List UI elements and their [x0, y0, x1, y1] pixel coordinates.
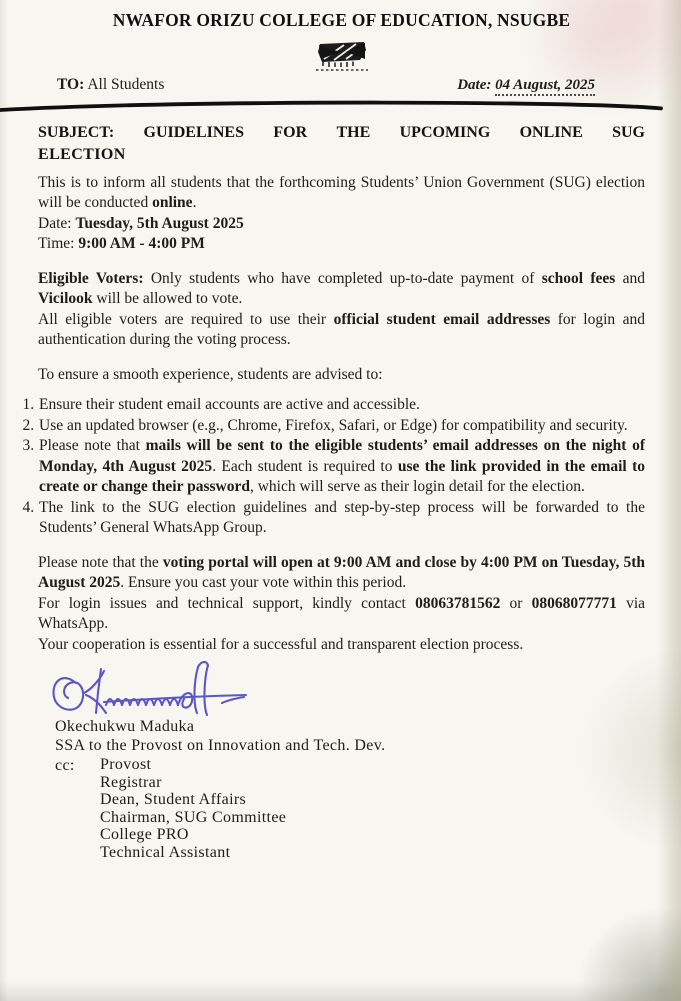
election-date-line: Date: Tuesday, 5th August 2025	[38, 214, 244, 232]
subject-heading	[38, 122, 645, 165]
intro-paragraph: This is to inform all students that the forthcoming Students’ Union Government (SUG) election will be conducted online.	[38, 173, 645, 211]
subject-word: FOR	[273, 123, 308, 141]
email-requirement-paragraph: All eligible voters are required to use their official student email addresses for login and authentication during the voting process.	[38, 310, 645, 348]
signatory-role: SSA to the Provost on Innovation and Tech. Dev.	[55, 737, 386, 754]
cc-item: Technical Assistant	[100, 843, 231, 861]
date-label: Date:	[457, 77, 492, 93]
signature-block	[55, 717, 645, 862]
eligible-voters-paragraph: Eligible Voters: Only students who have completed up-to-date payment of school fees and Vicilook will be allowed to vote.	[38, 269, 646, 307]
voting-portal-paragraph: Please note that the voting portal will open at 9:00 AM and close by 4:00 PM on Tuesday, 5th August 2025. Ensure you cast your vote within this period.	[38, 553, 646, 591]
logo-row	[38, 38, 645, 74]
college-crest-icon	[310, 38, 374, 74]
cc-row	[55, 756, 645, 862]
header-divider-rule	[0, 99, 681, 113]
date-value: 04 August, 2025	[495, 77, 595, 96]
advice-item-4: 4. The link to the SUG election guidelines and step-by-step process will be forwarded to the Students’ General WhatsApp Group.	[38, 498, 645, 539]
advice-list	[16, 395, 645, 539]
cc-item: Registrar	[100, 773, 162, 791]
election-time-line: Time: 9:00 AM - 4:00 PM	[38, 235, 205, 252]
signatory-name: Okechukwu Maduka	[55, 718, 195, 735]
cc-item: Dean, Student Affairs	[100, 791, 247, 809]
subject-word: GUIDELINES	[143, 123, 244, 141]
subject-line1	[38, 122, 645, 143]
subject-word: SUG	[612, 123, 645, 141]
cc-item: Provost	[100, 756, 152, 773]
advice-item-1: 1. Ensure their student email accounts are active and accessible.	[38, 395, 645, 416]
to-line	[57, 75, 164, 96]
subject-word: SUBJECT:	[38, 123, 115, 141]
subject-word: ONLINE	[519, 123, 583, 141]
cc-item: Chairman, SUG Committee	[100, 808, 287, 826]
cc-list	[100, 756, 286, 862]
advice-item-3: 3. Please note that mails will be sent to the eligible students’ email addresses on the night of Monday, 4th August 2025. Each student is required to use the link provided in the email to create or change their password, which will serve as their login detail for the election.	[38, 436, 645, 498]
college-title: NWAFOR ORIZU COLLEGE OF EDUCATION, NSUGBE	[112, 10, 571, 30]
signature-area	[38, 663, 645, 715]
date-line	[457, 75, 595, 96]
cc-label: cc:	[55, 757, 75, 774]
cooperation-paragraph: Your cooperation is essential for a successful and transparent election process.	[38, 635, 524, 653]
subject-word: THE	[336, 123, 371, 141]
advice-intro: To ensure a smooth experience, students are advised to:	[38, 365, 383, 383]
cc-item: College PRO	[100, 826, 189, 844]
subject-line2: ELECTION	[38, 145, 126, 163]
support-contact-paragraph: For login issues and technical support, kindly contact 08063781562 or 08068077771 via WhatsApp.	[38, 594, 646, 632]
to-value: All Students	[87, 76, 165, 93]
advice-item-2: 2. Use an updated browser (e.g., Chrome, Firefox, Safari, or Edge) for compatibility and security.	[38, 416, 645, 437]
meta-row	[38, 75, 645, 96]
subject-word: UPCOMING	[399, 123, 491, 141]
to-label: TO:	[57, 76, 85, 93]
